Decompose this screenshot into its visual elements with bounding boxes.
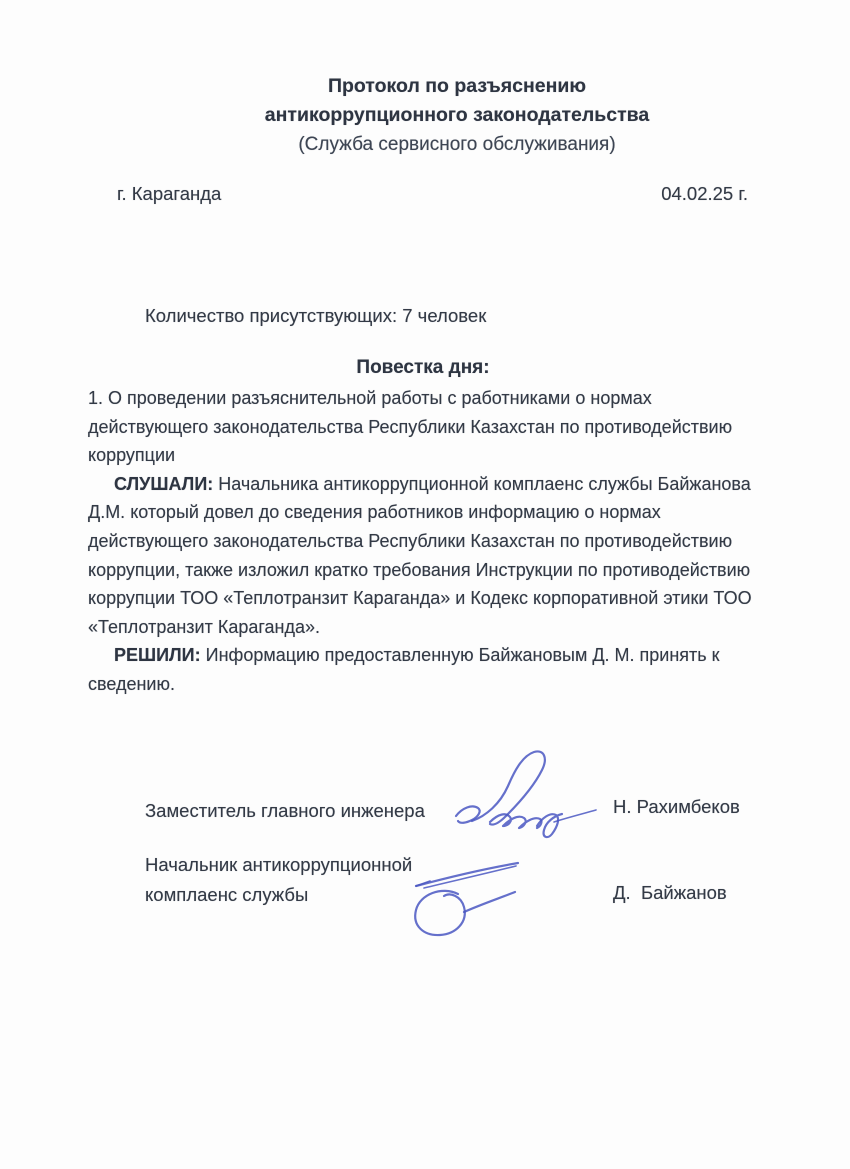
signer-2-position: Начальник антикоррупционной комплаенс службы: [145, 854, 413, 905]
resolved-label: РЕШИЛИ:: [114, 645, 201, 666]
title-line-1: Протокол по разъяснению: [327, 75, 587, 97]
heard-text: Начальника антикоррупционной комплаенс службы Байжанова Д.М. который довел до сведения работников информацию о нормах действующего законодательства Республики Казахстан по противодействию коррупции, также изложил кратко требования Инструкции по противодействию коррупции ТОО «Теплотранзит Караганда» и Кодекс корпоративной этики ТОО «Теплотранзит Караганда».: [88, 473, 752, 637]
document-body: [88, 384, 766, 699]
heard-paragraph: [88, 470, 766, 642]
title-line-2: антикоррупционного законодательства: [264, 104, 650, 126]
signature-autograph-2: [398, 856, 588, 951]
signer-1-position: Заместитель главного инженера: [145, 800, 425, 821]
agenda-item-1: 1. О проведении разъяснительной работы с работниками о нормах действующего законодательства Республики Казахстан по противодействию коррупции: [88, 388, 733, 466]
city-date-row: [117, 183, 748, 205]
resolved-paragraph: [88, 641, 766, 698]
resolved-text: Информацию предоставленную Байжановым Д. М. принять к сведению.: [88, 645, 720, 694]
attendees-count: Количество присутствующих: 7 человек: [145, 305, 487, 326]
title-subtitle: (Служба сервисного обслуживания): [298, 134, 616, 155]
document-title-block: [64, 72, 850, 159]
date-label: 04.02.25 г.: [661, 183, 748, 204]
signature-autograph-1: [442, 744, 622, 844]
signer-1-name: Н. Рахимбеков: [613, 796, 740, 817]
heard-label: СЛУШАЛИ:: [114, 473, 214, 494]
agenda-heading: Повестка дня:: [356, 357, 490, 378]
city-label: г. Караганда: [117, 183, 222, 204]
signer-2-name: Д. Байжанов: [613, 882, 727, 903]
